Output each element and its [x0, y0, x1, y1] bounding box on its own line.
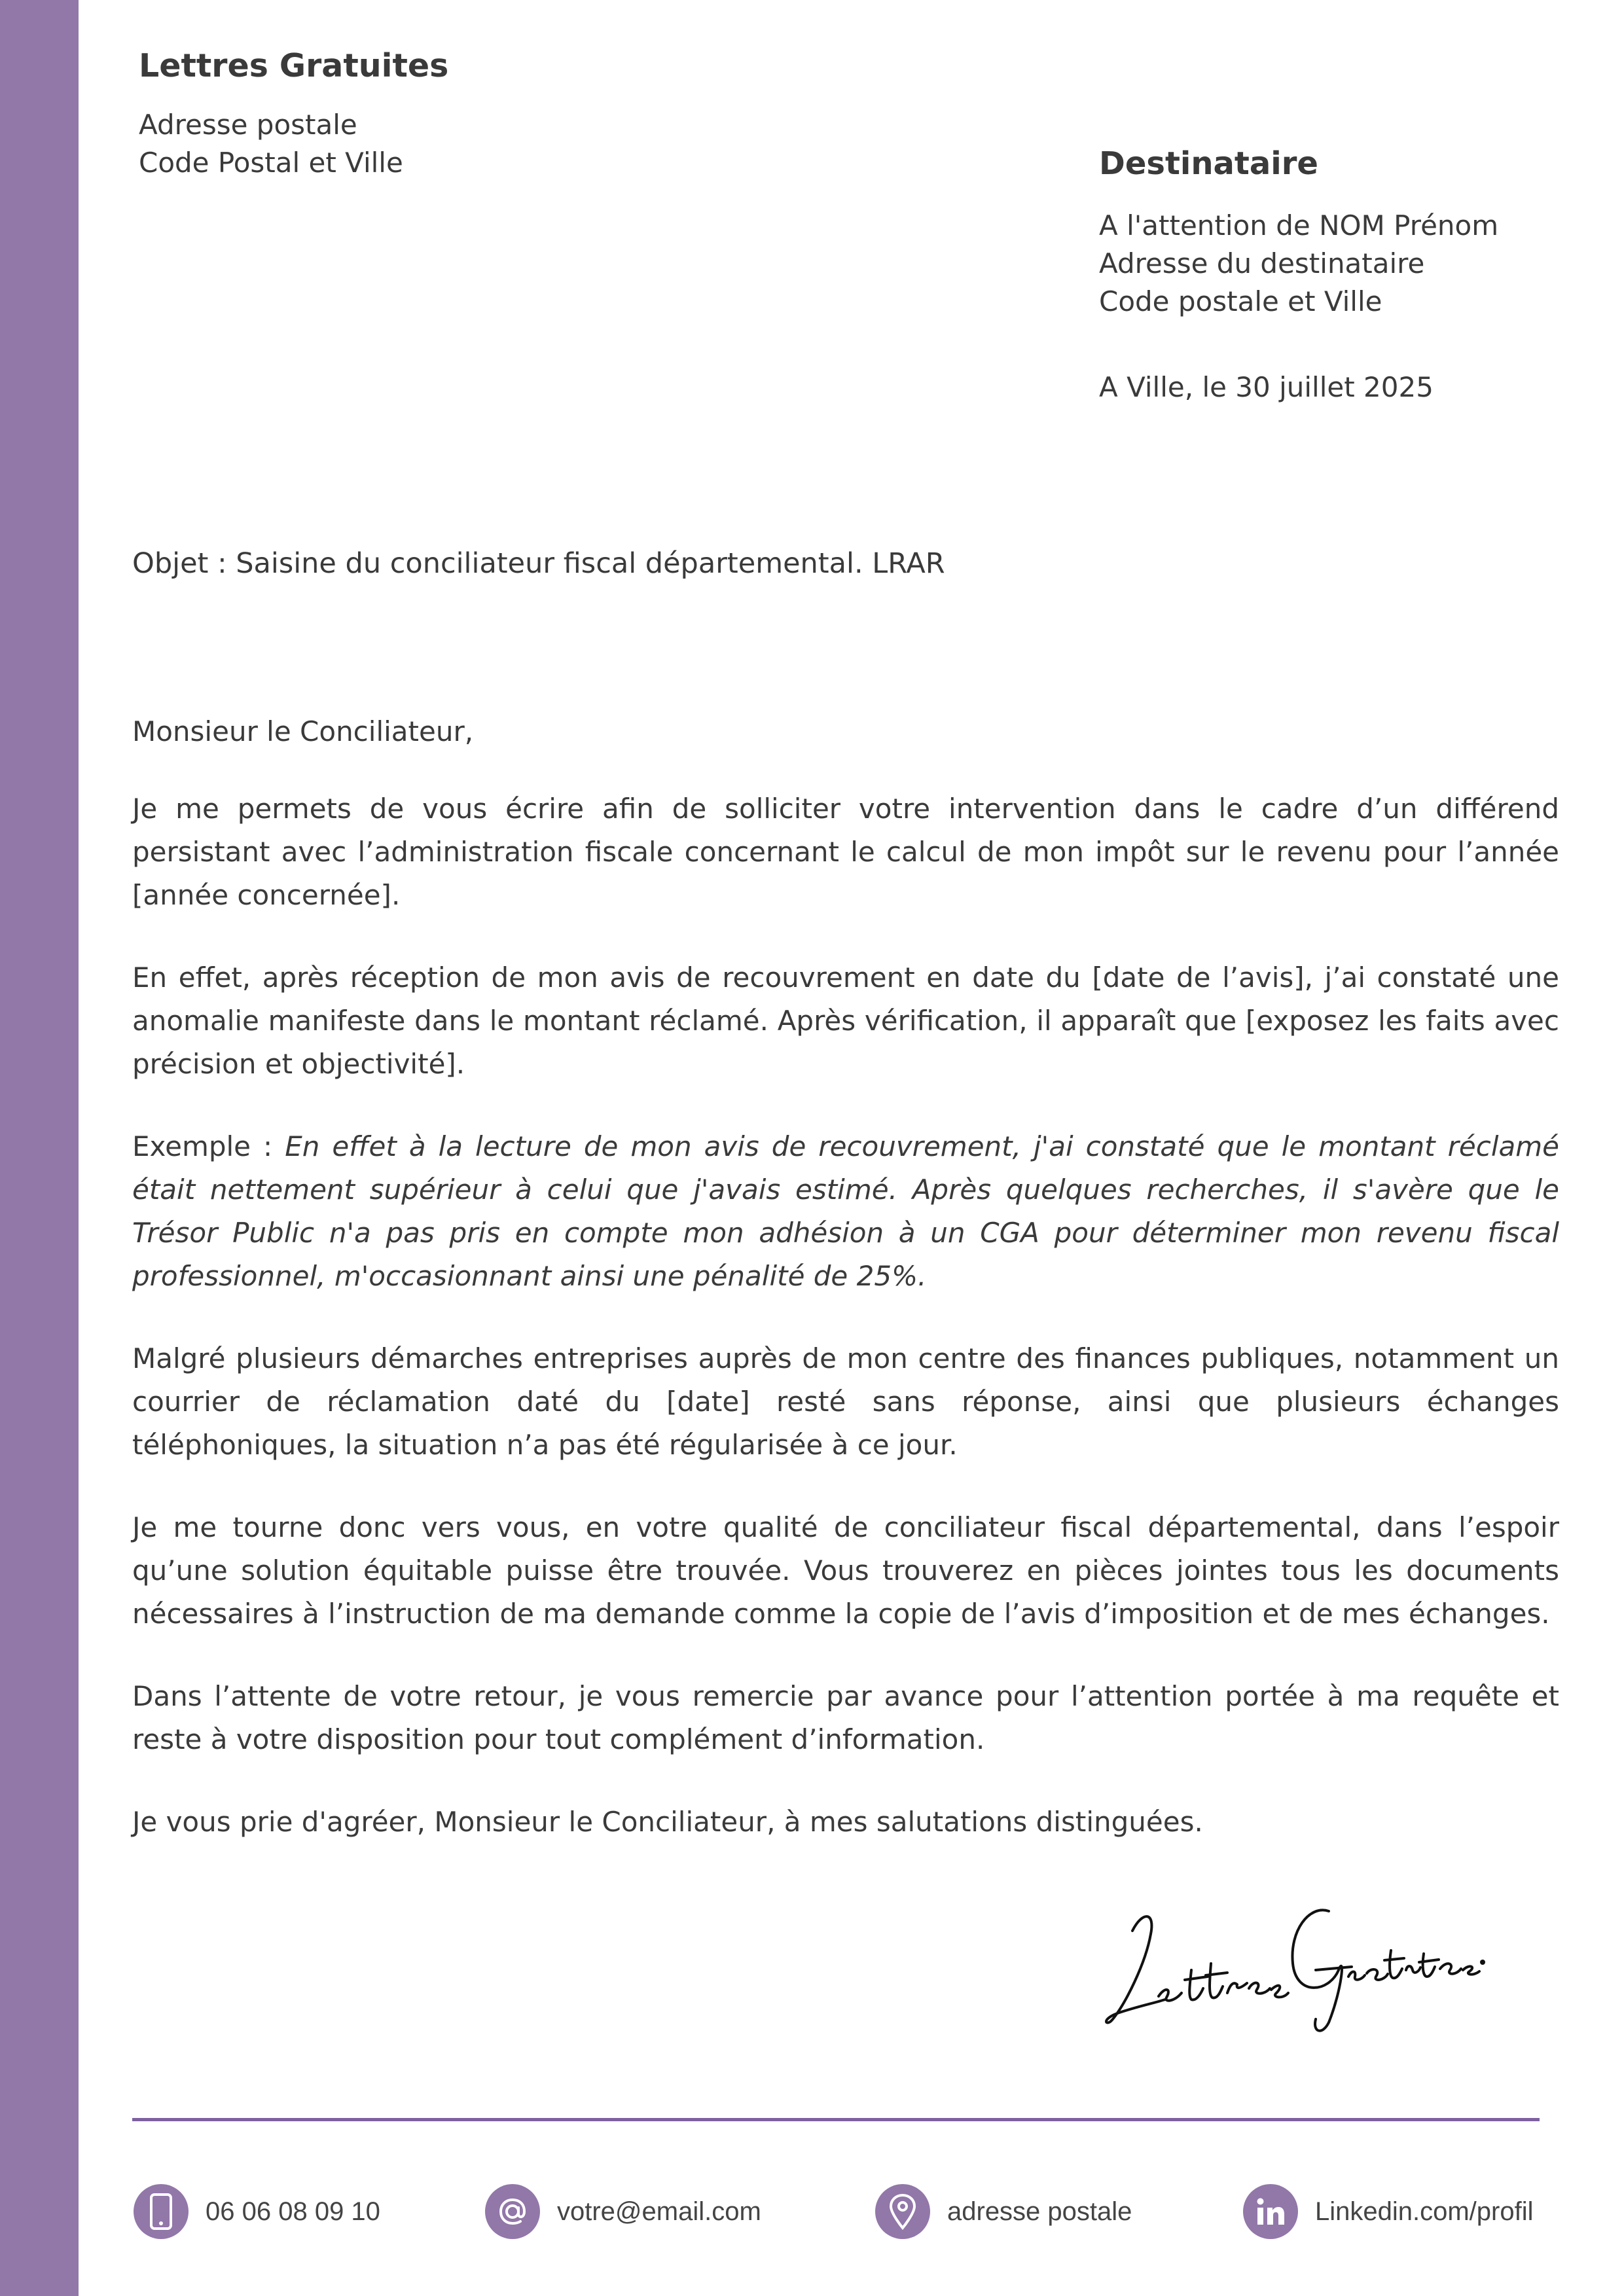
greeting: Monsieur le Conciliateur, [132, 715, 474, 747]
paragraph-1: Je me permets de vous écrire afin de solliciter votre intervention dans le cadre d’un différend persistant avec l’administration fiscale concernant le calcul de mon impôt sur le revenu pour l’année [année concernée]. [132, 793, 1559, 911]
footer-divider [132, 2118, 1540, 2121]
footer-email-text: votre@email.com [557, 2197, 761, 2226]
sender-city: Code Postal et Ville [139, 147, 403, 179]
sender-name: Lettres Gratuites [139, 47, 449, 84]
footer-linkedin [1243, 2184, 1534, 2239]
sidebar-accent-band [0, 0, 79, 2296]
closing: Je vous prie d'agréer, Monsieur le Conciliateur, à mes salutations distinguées. [132, 1806, 1203, 1838]
footer-linkedin-text: Linkedin.com/profil [1315, 2197, 1534, 2226]
sender-address: Adresse postale [139, 109, 357, 141]
recipient-title: Destinataire [1099, 145, 1318, 182]
at-icon [485, 2184, 540, 2239]
letter-object: Objet : Saisine du conciliateur fiscal départemental. LRAR [132, 547, 945, 580]
letter-date: A Ville, le 30 juillet 2025 [1099, 371, 1434, 403]
example-paragraph [132, 1125, 1559, 1298]
recipient-city: Code postale et Ville [1099, 285, 1382, 317]
recipient-address-block [1099, 207, 1498, 321]
letter-body [132, 710, 1559, 1883]
handwritten-signature [1093, 1872, 1486, 2042]
sender-address-block [139, 106, 403, 182]
paragraph-2: En effet, après réception de mon avis de recouvrement en date du [date de l’avis], j’ai constaté une anomalie manifeste dans le montant réclamé. Après vérification, il apparaît que [exposez les faits avec précision et objectivité]. [132, 961, 1559, 1080]
example-text: En effet à la lecture de mon avis de recouvrement, j'ai constaté que le montant réclamé était nettement supérieur à celui que j'avais estimé. Après quelques recherches, il s'avère que le Trésor Public n'a pas pris en compte mon adhésion à un CGA pour déterminer mon revenu fiscal professionnel, m'occasionnant ainsi une pénalité de 25%. [132, 1130, 1560, 1292]
footer-address-text: adresse postale [947, 2197, 1132, 2226]
recipient-address: Adresse du destinataire [1099, 247, 1425, 279]
footer-address [875, 2184, 1132, 2239]
linkedin-icon [1243, 2184, 1298, 2239]
location-pin-icon [875, 2184, 930, 2239]
paragraph-5: Dans l’attente de votre retour, je vous remercie par avance pour l’attention portée à ma requête et reste à votre disposition pour tout complément d’information. [132, 1680, 1559, 1755]
paragraph-3: Malgré plusieurs démarches entreprises auprès de mon centre des finances publiques, notamment un courrier de réclamation daté du [date] resté sans réponse, ainsi que plusieurs échanges téléphoniques, la situation n’a pas été régularisée à ce jour. [132, 1342, 1559, 1461]
footer-email [485, 2184, 761, 2239]
footer-phone [134, 2184, 380, 2239]
footer-phone-text: 06 06 08 09 10 [206, 2197, 380, 2226]
example-label: Exemple : [132, 1130, 285, 1162]
paragraph-4: Je me tourne donc vers vous, en votre qualité de conciliateur fiscal départemental, dans l’espoir qu’une solution équitable puisse être trouvée. Vous trouverez en pièces jointes tous les documents nécessaires à l’instruction de ma demande comme la copie de l’avis d’imposition et de mes échanges. [132, 1511, 1559, 1630]
recipient-attention: A l'attention de NOM Prénom [1099, 209, 1499, 242]
phone-icon [134, 2184, 189, 2239]
